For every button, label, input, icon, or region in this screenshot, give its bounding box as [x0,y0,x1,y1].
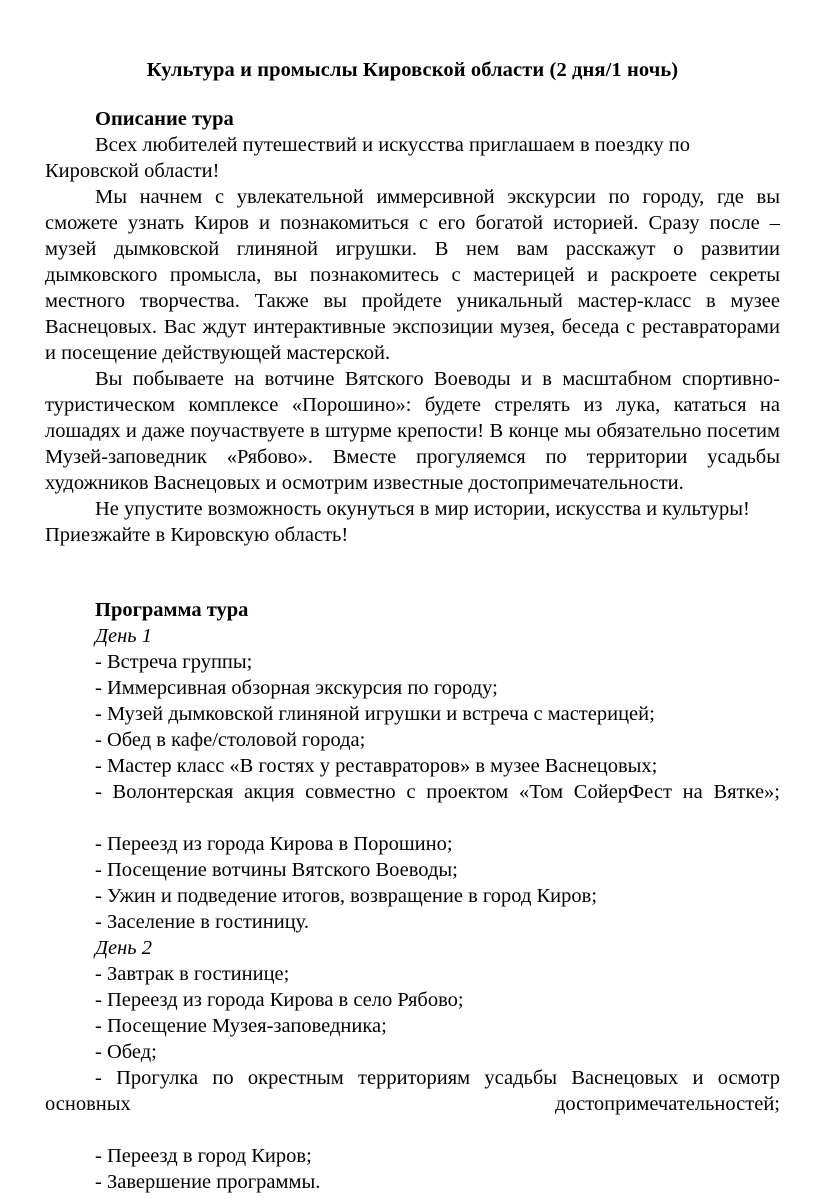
list-item: - Прогулка по окрестным территориям усадьбы Васнецовых и осмотр основных достопримечательностей; [45,1067,780,1115]
list-item: - Обед в кафе/столовой города; [95,729,366,751]
day-label-1: День 1 [95,625,153,647]
list-item: - Иммерсивная обзорная экскурсия по городу; [95,677,498,699]
list-item: - Мастер класс «В гостях у реставраторов» в музее Васнецовых; [95,755,658,777]
list-item: - Завтрак в гостинице; [95,963,290,985]
day-label-2: День 2 [95,937,153,959]
list-item: - Посещение Музея-заповедника; [95,1015,387,1037]
list-item: - Ужин и подведение итогов, возвращение в город Киров; [95,885,598,907]
section-heading-program: Программа тура [95,599,249,621]
description-paragraph-2: Мы начнем с увлекательной иммерсивной экскурсии по городу, где вы сможете узнать Киров и познакомиться с его богатой историей. Сразу после – музей дымковской глиняной игрушки. В нем вам расскажут о развитии дымковского промысла, вы познакомитесь с мастерицей и раскроете секреты местного творчества. Также вы пройдете уникальный мастер-класс в музее Васнецовых. Вас ждут интерактивные экспозиции музея, беседа с реставраторами и посещение действующей мастерской. [45,186,780,364]
program-list-day-1 [45,649,780,935]
list-item: - Переезд из города Кирова в Порошино; [95,833,453,855]
list-item: - Завершение программы. [95,1171,321,1193]
list-item: - Переезд из города Кирова в село Рябово; [95,989,464,1011]
list-item: - Переезд в город Киров; [95,1145,312,1167]
section-heading-description: Описание тура [95,108,234,130]
document-content [45,0,780,1195]
description-paragraph-1: Всех любителей путешествий и искусства приглашаем в поездку по Кировской области! [45,134,691,182]
program-list-day-2 [45,961,780,1195]
list-item: - Волонтерская акция совместно с проектом «Том СойерФест на Вятке»; [95,781,780,803]
list-item: - Встреча группы; [95,651,253,673]
list-item: - Заселение в гостиницу. [95,911,309,933]
page-title: Культура и промыслы Кировской области (2 дня/1 ночь) [146,59,679,81]
list-item: - Обед; [95,1041,157,1063]
list-item: - Музей дымковской глиняной игрушки и встреча с мастерицей; [95,703,655,725]
description-paragraph-3: Вы побываете на вотчине Вятского Воеводы и в масштабном спортивно-туристическом комплексе «Порошино»: будете стрелять из лука, кататься на лошадях и даже поучаствуете в штурме крепости! В конце мы обязательно посетим Музей-заповедник «Рябово». Вместе прогуляемся по территории усадьбы художников Васнецовых и осмотрим известные достопримечательности. [45,368,780,494]
list-item: - Посещение вотчины Вятского Воеводы; [95,859,458,881]
description-paragraph-4: Не упустите возможность окунуться в мир истории, искусства и культуры! Приезжайте в Кировскую область! [45,498,750,546]
